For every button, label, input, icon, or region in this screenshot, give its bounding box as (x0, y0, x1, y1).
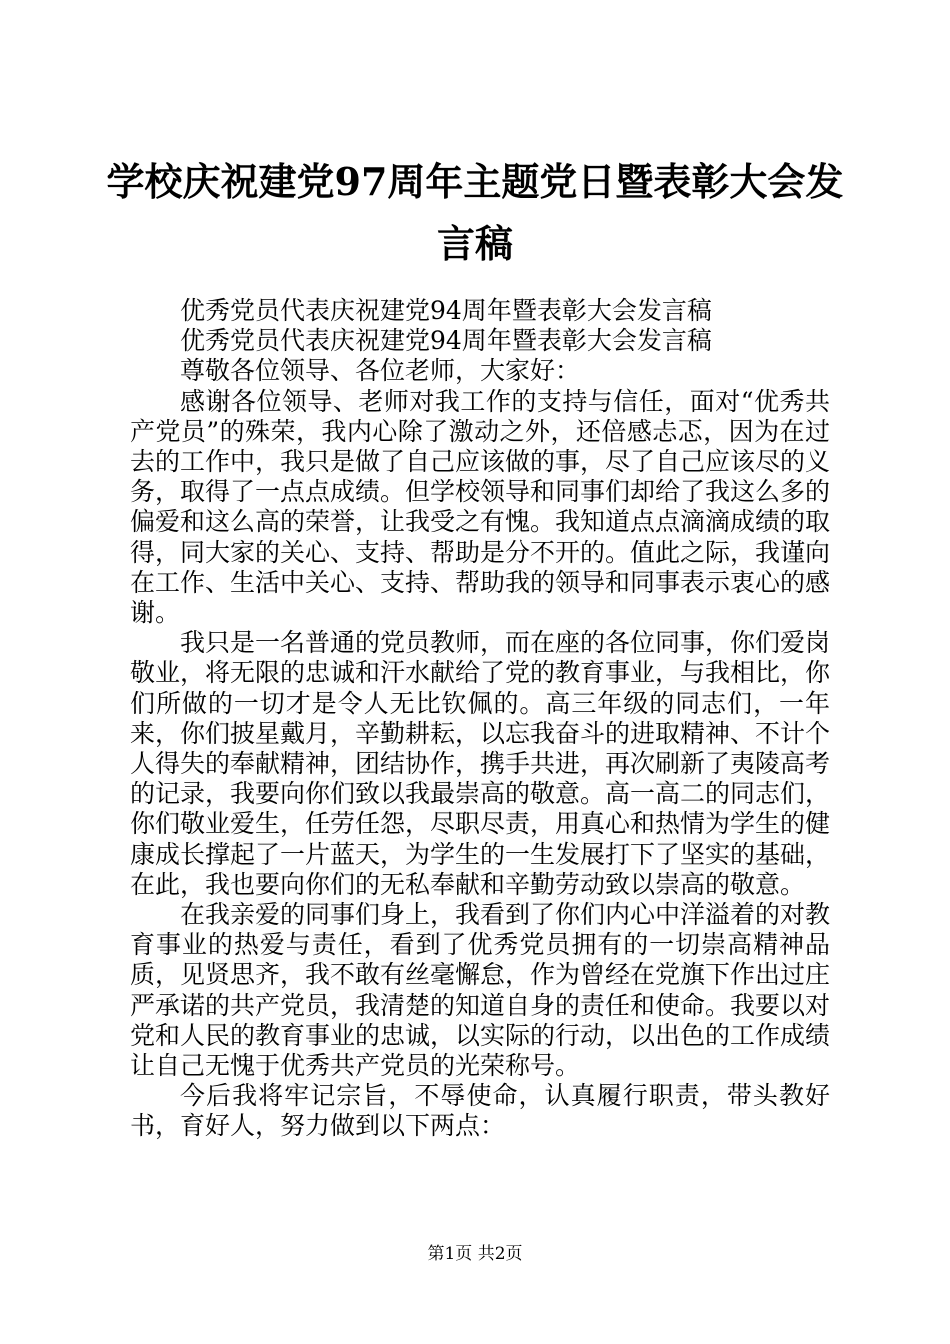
document-title-line-2: 言稿 (436, 221, 513, 266)
body-paragraph: 在我亲爱的同事们身上，我看到了你们内心中洋溢着的对教育事业的热爱与责任，看到了优秀党员拥有的一切崇高精神品质，见贤思齐，我不敢有丝毫懈怠，作为曾经在党旗下作出过庄严承诺的共产党员，我清楚的知道自身的责任和使命。我要以对党和人民的教育事业的忠诚，以实际的行动，以出色的工作成绩让自己无愧于优秀共产党员的光荣称号。 (130, 900, 831, 1081)
subtitle-paragraph: 优秀党员代表庆祝建党94周年暨表彰大会发言稿 (180, 326, 712, 356)
body-paragraph: 今后我将牢记宗旨，不辱使命，认真履行职责，带头教好书，育好人，努力做到以下两点： (130, 1081, 830, 1141)
document-body (130, 296, 830, 1142)
body-paragraph: 我只是一名普通的党员教师，而在座的各位同事，你们爱岗敬业，将无限的忠诚和汗水献给了党的教育事业，与我相比，你们所做的一切才是令人无比钦佩的。高三年级的同志们，一年来，你们披星戴月，辛勤耕耘，以忘我奋斗的进取精神、不计个人得失的奉献精神，团结协作，携手共进，再次刷新了夷陵高考的记录，我要向你们致以我最崇高的敬意。高一高二的同志们，你们敬业爱生，任劳任怨，尽职尽责，用真心和热情为学生的健康成长撑起了一片蓝天，为学生的一生发展打下了坚实的基础，在此，我也要向你们的无私奉献和辛勤劳动致以崇高的敬意。 (130, 628, 831, 899)
body-paragraph: 感谢各位领导、老师对我工作的支持与信任，面对“优秀共产党员”的殊荣，我内心除了激动之外，还倍感忐忑，因为在过去的工作中，我只是做了自己应该做的事，尽了自己应该尽的义务，取得了一点点成绩。但学校领导和同事们却给了我这么多的偏爱和这么高的荣誉，让我受之有愧。我知道点点滴滴成绩的取得，同大家的关心、支持、帮助是分不开的。值此之际，我谨向在工作、生活中关心、支持、帮助我的领导和同事表示衷心的感谢。 (130, 386, 831, 628)
salutation-paragraph: 尊敬各位领导、各位老师，大家好： (180, 356, 581, 386)
document-title-line-1: 学校庆祝建党97周年主题党日暨表彰大会发 (106, 159, 844, 204)
subtitle-paragraph: 优秀党员代表庆祝建党94周年暨表彰大会发言稿 (180, 296, 712, 325)
page-number-footer: 第1页 共2页 (427, 1244, 523, 1264)
